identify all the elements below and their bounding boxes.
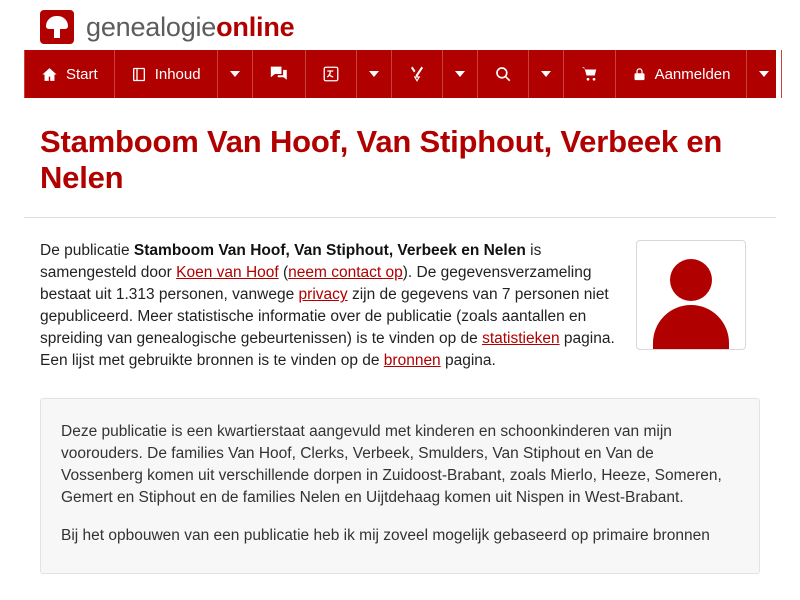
nav-label-start: Start bbox=[66, 65, 98, 83]
avatar-head-icon bbox=[670, 259, 712, 301]
shopping-cart-icon bbox=[580, 65, 599, 83]
main-navigation bbox=[24, 50, 776, 98]
nav-item-forum[interactable] bbox=[253, 50, 306, 98]
flag-translate-icon bbox=[322, 65, 340, 83]
statistics-link[interactable]: statistieken bbox=[482, 330, 560, 348]
tools-icon bbox=[408, 65, 426, 83]
nav-caret-tools[interactable] bbox=[443, 50, 478, 98]
brand-name-bold: online bbox=[216, 11, 295, 42]
nav-item-tools[interactable] bbox=[392, 50, 443, 98]
intro-part5: zijn de gegevens van 7 personen niet gepubliceerd. Meer statistische informatie over de publicatie (zoals aantallen en spreiding van genealogische gebeurtenissen) is te vinden op de bbox=[40, 286, 609, 348]
nav-item-inhoud[interactable] bbox=[115, 50, 218, 98]
lock-icon bbox=[632, 66, 647, 83]
brand-name-light: genealogie bbox=[86, 11, 217, 42]
intro-part7: pagina. bbox=[440, 352, 496, 370]
chevron-down-icon bbox=[369, 71, 379, 77]
author-link[interactable]: Koen van Hoof bbox=[176, 264, 279, 282]
privacy-link[interactable]: privacy bbox=[298, 286, 348, 304]
contact-link[interactable]: neem contact op bbox=[288, 264, 403, 282]
home-icon bbox=[41, 66, 58, 83]
avatar-body-icon bbox=[653, 305, 729, 349]
nav-item-language[interactable] bbox=[306, 50, 357, 98]
chevron-down-icon bbox=[759, 71, 769, 77]
nav-caret-language[interactable] bbox=[357, 50, 392, 98]
tree-logo-icon[interactable] bbox=[40, 10, 74, 44]
nav-caret-inhoud[interactable] bbox=[218, 50, 253, 98]
avatar-inner bbox=[637, 241, 745, 349]
publication-name: Stamboom Van Hoof, Van Stiphout, Verbeek en Nelen bbox=[133, 242, 526, 260]
book-icon bbox=[131, 66, 147, 83]
intro-part1: De publicatie bbox=[40, 242, 134, 260]
page-title: Stamboom Van Hoof, Van Stiphout, Verbeek en Nelen bbox=[40, 124, 723, 195]
avatar bbox=[636, 240, 746, 350]
nav-item-login[interactable] bbox=[616, 50, 748, 98]
brand-title[interactable] bbox=[86, 12, 294, 43]
page-content bbox=[0, 98, 800, 600]
description-panel bbox=[40, 398, 760, 574]
chevron-down-icon bbox=[541, 71, 551, 77]
intro-section bbox=[24, 218, 776, 372]
brand-bar bbox=[0, 0, 800, 50]
intro-part4: ). De gegevensverzameling bestaat uit 1.313 personen, vanwege bbox=[40, 264, 592, 304]
logo-trunk bbox=[54, 27, 60, 38]
description-paragraph-2: Bij het opbouwen van een publicatie heb ik mij zoveel mogelijk gebaseerd op primaire bronnen bbox=[61, 527, 710, 545]
nav-label-login: Aanmelden bbox=[654, 65, 731, 83]
search-icon bbox=[494, 65, 512, 83]
nav-item-cart[interactable] bbox=[564, 50, 616, 98]
chat-bubbles-icon bbox=[269, 65, 289, 83]
sources-link[interactable]: bronnen bbox=[383, 352, 441, 370]
chevron-down-icon bbox=[455, 71, 465, 77]
nav-item-start[interactable] bbox=[24, 50, 115, 98]
nav-item-search[interactable] bbox=[478, 50, 529, 98]
intro-part3: ( bbox=[278, 264, 289, 282]
intro-part6: pagina. Een lijst met gebruikte bronnen is te vinden op de bbox=[40, 330, 615, 370]
intro-paragraph bbox=[40, 240, 618, 372]
chevron-down-icon bbox=[230, 71, 240, 77]
nav-caret-login[interactable] bbox=[747, 50, 782, 98]
nav-label-inhoud: Inhoud bbox=[154, 65, 201, 83]
description-paragraph-1: Deze publicatie is een kwartierstaat aangevuld met kinderen en schoonkinderen van mijn voorouders. De families Van Hoof, Clerks, Verbeek, Smulders, Van Stiphout en Van de Vossenberg komen uit verschillende dorpen in Zuidoost-Brabant, zoals Mierlo, Heeze, Someren, Gemert en Stiphout en de families Nelen en Uijtdehaag komen uit Nispen in West-Brabant. bbox=[61, 423, 722, 507]
nav-caret-search[interactable] bbox=[529, 50, 564, 98]
intro-part2: is samengesteld door bbox=[40, 242, 542, 282]
